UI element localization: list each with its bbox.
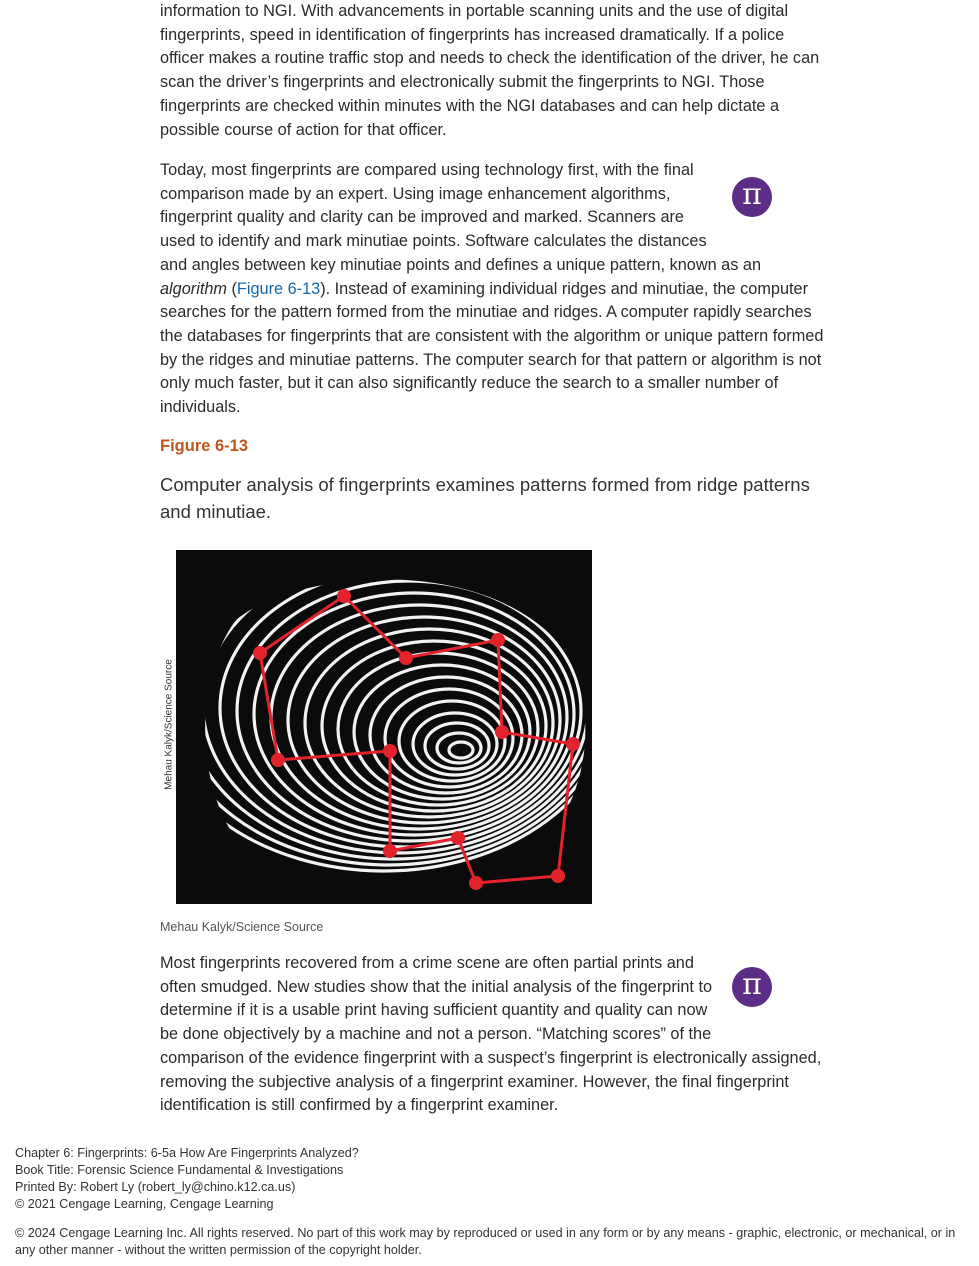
figure-caption: Computer analysis of fingerprints examines patterns formed from ridge patterns and minutiae. — [160, 474, 810, 522]
image-credit: Mehau Kalyk/Science Source — [160, 920, 324, 934]
p3-line-5: comparison of the evidence fingerprint with a suspect’s fingerprint is electronically assigned, — [160, 1048, 822, 1067]
p3-line-7: identification is still confirmed by a fingerprint examiner. — [160, 1096, 559, 1115]
p3-line-2: often smudged. New studies show that the initial analysis of the fingerprint to — [160, 977, 713, 996]
footer-printed-by: Printed By: Robert Ly (robert_ly@chino.k12.ca.us) — [15, 1180, 296, 1194]
print-footer — [15, 1145, 359, 1213]
p2-line-5: and angles between key minutiae points and defines a unique pattern, known as an — [160, 255, 762, 274]
footer-book-title: Book Title: Forensic Science Fundamental & Investigations — [15, 1163, 344, 1177]
p2-line-1: Today, most fingerprints are compared using technology first, with the final — [160, 161, 694, 179]
p2-line-2: comparison made by an expert. Using image enhancement algorithms, — [160, 184, 671, 203]
p2-line-4: used to identify and mark minutiae points. Software calculates the distances — [160, 232, 707, 251]
algorithm-term: algorithm — [160, 279, 227, 298]
paragraph-ngi: information to NGI. With advancements in portable scanning units and the use of digital fingerprints, speed in identification of fingerprints has increased dramatically. If a police officer makes a routine traffic stop and needs to check the identification of the driver, he can scan the driver’s fingerprints and electronically submit the fingerprints to NGI. Those fingerprints are checked within minutes with the NGI databases and can help dictate a possible course of action for that officer. — [160, 2, 820, 139]
p2-rest: ). Instead of examining individual ridges and minutiae, the computer searches for the pattern formed from the minutiae and ridges. A computer rapidly searches the databases for fingerprints that are consistent with the algorithm or unique pattern formed by the ridges and minutiae patterns. The computer search for that pattern or algorithm is not only much faster, but it can also significantly reduce the search to a smaller number of individuals. — [160, 279, 824, 417]
p3-line-1: Most fingerprints recovered from a crime scene are often partial prints and — [160, 954, 694, 972]
paragraph-partial-prints — [160, 952, 825, 1118]
p3-line-3: determine if it is a usable print having sufficient quantity and quality can now — [160, 1001, 708, 1020]
figure-label: Figure 6-13 — [160, 437, 249, 455]
p3-line-6: removing the subjective analysis of a fingerprint examiner. However, the final fingerprint — [160, 1072, 789, 1091]
figure-6-13-link[interactable]: Figure 6-13 — [236, 279, 321, 298]
footer-year: © 2021 Cengage Learning, Cengage Learning — [15, 1197, 274, 1211]
footer-chapter: Chapter 6: Fingerprints: 6-5a How Are Fingerprints Analyzed? — [15, 1146, 359, 1160]
math-pi-icon[interactable]: π — [732, 177, 772, 217]
paragraph-technology — [160, 159, 825, 420]
math-pi-icon[interactable]: π — [732, 967, 772, 1007]
p2-line-3: fingerprint quality and clarity can be improved and marked. Scanners are — [160, 208, 684, 227]
vertical-image-credit — [162, 548, 176, 904]
fingerprint-svg — [176, 550, 592, 904]
vertical-credit-text: Mehau Kalyk/Science Source — [163, 659, 175, 790]
p2-open-paren: ( — [226, 279, 237, 298]
p3-line-4: be done objectively by a machine and not a person. “Matching scores” of the — [160, 1025, 712, 1044]
fingerprint-image — [176, 550, 592, 904]
copyright-notice: © 2024 Cengage Learning Inc. All rights reserved. No part of this work may by reproduced or used in any form or by any means - graphic, electronic, or mechanical, or in any other manner - without the written permission of the copyright holder. — [15, 1226, 956, 1257]
